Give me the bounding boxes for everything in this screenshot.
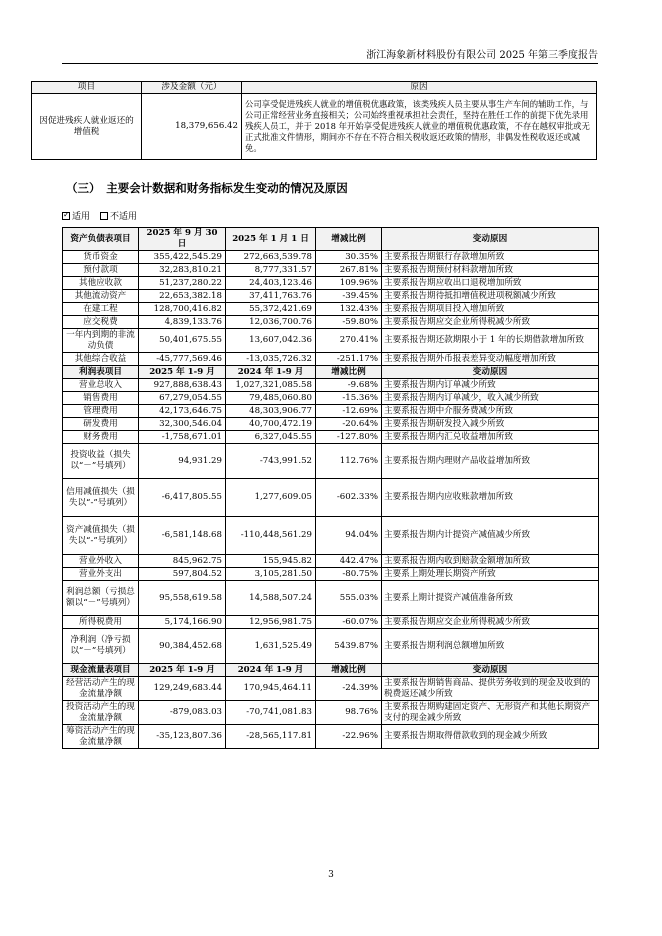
col-header-amount: 涉及金额（元） (142, 82, 242, 94)
change-ratio-cell: -251.17% (316, 353, 382, 366)
prior-value-cell: 1,631,525.49 (226, 629, 316, 664)
balance-sheet-header-row (63, 228, 599, 251)
income-statement-header-row (63, 366, 599, 379)
table-row (63, 725, 599, 749)
prior-value-cell: 24,403,123.46 (226, 277, 316, 290)
change-ratio-cell: -9.68% (316, 379, 382, 392)
item-name-cell: 在建工程 (63, 303, 139, 316)
checked-box-icon (62, 212, 70, 220)
item-name-cell: 投资收益（损失以“－”号填列） (63, 444, 139, 479)
table-row (63, 418, 599, 431)
page-number: 3 (328, 870, 334, 880)
income-statement-header-cell: 变动原因 (382, 366, 599, 379)
current-value-cell: -879,083.03 (139, 701, 226, 725)
change-ratio-cell: -20.64% (316, 418, 382, 431)
cash-flow-header-cell: 增减比例 (316, 664, 382, 677)
current-value-cell: -6,417,805.55 (139, 479, 226, 517)
item-name-cell: 投资活动产生的现金流量净额 (63, 701, 139, 725)
table-row (63, 353, 599, 366)
change-ratio-cell: 94.04% (316, 517, 382, 555)
prior-value-cell: 8,777,331.57 (226, 264, 316, 277)
current-value-cell: 128,700,416.82 (139, 303, 226, 316)
prior-value-cell: -28,565,117.81 (226, 725, 316, 749)
change-ratio-cell: 5439.87% (316, 629, 382, 664)
table-row (63, 616, 599, 629)
change-ratio-cell: 112.76% (316, 444, 382, 479)
change-reason-cell: 主要系报告期预付材料款增加所致 (382, 264, 599, 277)
prior-value-cell: 55,372,421.69 (226, 303, 316, 316)
current-value-cell: 90,384,452.68 (139, 629, 226, 664)
item-name-cell: 信用减值损失（损失以“-”号填列） (63, 479, 139, 517)
prior-value-cell: 13,607,042.36 (226, 329, 316, 353)
cash-flow-header-cell: 2024 年 1-9 月 (226, 664, 316, 677)
change-reason-cell: 主要系报告期利润总额增加所致 (382, 629, 599, 664)
prior-value-cell: -743,991.52 (226, 444, 316, 479)
item-name-cell: 财务费用 (63, 431, 139, 444)
item-name-cell: 其他流动资产 (63, 290, 139, 303)
change-reason-cell: 主要系报告期内订单减少所致 (382, 379, 599, 392)
change-ratio-cell: -127.80% (316, 431, 382, 444)
page-header (62, 44, 598, 64)
cash-flow-header-cell: 2025 年 1-9 月 (139, 664, 226, 677)
prior-value-cell: 170,945,464.11 (226, 677, 316, 701)
change-reason-cell: 主要系报告期内理财产品收益增加所致 (382, 444, 599, 479)
current-value-cell: 42,173,646.75 (139, 405, 226, 418)
income-statement-header-cell: 增减比例 (316, 366, 382, 379)
current-value-cell: 22,653,382.18 (139, 290, 226, 303)
applicable-label: 适用 (72, 212, 91, 222)
prior-value-cell: 155,945.82 (226, 555, 316, 568)
prior-value-cell: 1,277,609.05 (226, 479, 316, 517)
reason-cell: 公司享受促进残疾人就业的增值税优惠政策，该类残疾人员主要从事生产车间的辅助工作，与公司正常经营业务直接相关；公司始终重视承担社会责任，坚持在胜任工作的前提下优先录用残疾人员工，并于 2018 年开始享受促进残疾人就业的增值税优惠政策，不存在越权审批或无正式批准文件情形，期间亦不存在不符合相关税收返还政策的情形，非偶发性税收返还或减免。 (242, 94, 597, 160)
current-value-cell: 67,279,054.55 (139, 392, 226, 405)
table-row (63, 581, 599, 616)
change-ratio-cell: 555.03% (316, 581, 382, 616)
applicability-options (62, 209, 137, 222)
change-ratio-cell: -24.39% (316, 677, 382, 701)
change-ratio-cell: -15.36% (316, 392, 382, 405)
current-value-cell: 32,283,810.21 (139, 264, 226, 277)
income-statement-header-cell: 2025 年 1-9 月 (139, 366, 226, 379)
income-statement-header-cell: 利润表项目 (63, 366, 139, 379)
prior-value-cell: 37,411,763.76 (226, 290, 316, 303)
change-reason-cell: 主要系报告期还款期限小于 1 年的长期借款增加所致 (382, 329, 599, 353)
change-reason-cell: 主要系报告期内应收账款增加所致 (382, 479, 599, 517)
prior-value-cell: 12,036,700.76 (226, 316, 316, 329)
change-ratio-cell: 109.96% (316, 277, 382, 290)
current-value-cell: -35,123,807.36 (139, 725, 226, 749)
change-reason-cell: 主要系报告期应交企业所得税减少所致 (382, 316, 599, 329)
change-reason-cell: 主要系报告期应收出口退税增加所致 (382, 277, 599, 290)
current-value-cell: 94,931.29 (139, 444, 226, 479)
table-row (63, 555, 599, 568)
change-ratio-cell: 132.43% (316, 303, 382, 316)
table-row (63, 329, 599, 353)
item-name-cell: 利润总额（亏损总额以“－”号填列） (63, 581, 139, 616)
item-name-cell: 其他应收款 (63, 277, 139, 290)
table-row (63, 677, 599, 701)
item-name-cell: 应交税费 (63, 316, 139, 329)
table-row (63, 568, 599, 581)
change-ratio-cell: -59.80% (316, 316, 382, 329)
item-name-cell: 所得税费用 (63, 616, 139, 629)
change-ratio-cell: -12.69% (316, 405, 382, 418)
tax-refund-table (31, 81, 597, 160)
table-row (63, 251, 599, 264)
change-reason-cell: 主要系上期计提资产减值准备所致 (382, 581, 599, 616)
cash-flow-header-row (63, 664, 599, 677)
change-reason-cell: 主要系报告期内收到赔款金额增加所致 (382, 555, 599, 568)
current-value-cell: 845,962.75 (139, 555, 226, 568)
item-name-cell: 其他综合收益 (63, 353, 139, 366)
item-name-cell: 预付款项 (63, 264, 139, 277)
table-row (63, 405, 599, 418)
income-statement-header-cell: 2024 年 1-9 月 (226, 366, 316, 379)
change-reason-cell: 主要系报告期取得借款收到的现金减少所致 (382, 725, 599, 749)
change-reason-cell: 主要系报告期项目投入增加所致 (382, 303, 599, 316)
change-ratio-cell: 442.47% (316, 555, 382, 568)
change-ratio-cell: 30.35% (316, 251, 382, 264)
change-reason-cell: 主要系报告期应交企业所得税减少所致 (382, 616, 599, 629)
item-name-cell: 货币资金 (63, 251, 139, 264)
item-name-cell: 营业外收入 (63, 555, 139, 568)
table-row (63, 629, 599, 664)
table-row (63, 517, 599, 555)
applicable-option (62, 209, 90, 222)
not-applicable-label: 不适用 (110, 212, 138, 222)
current-value-cell: -6,581,148.68 (139, 517, 226, 555)
change-ratio-cell: -22.96% (316, 725, 382, 749)
change-reason-cell: 主要系上期处理长期资产所致 (382, 568, 599, 581)
prior-value-cell: 48,303,906.77 (226, 405, 316, 418)
change-reason-cell: 主要系报告期银行存款增加所致 (382, 251, 599, 264)
table-row (63, 379, 599, 392)
section-title: （三） 主要会计数据和财务指标发生变动的情况及原因 (66, 181, 348, 195)
cash-flow-header-cell: 现金流量表项目 (63, 664, 139, 677)
cash-flow-header-cell: 变动原因 (382, 664, 599, 677)
change-reason-cell: 主要系报告期购建固定资产、无形资产和其他长期资产支付的现金减少所致 (382, 701, 599, 725)
prior-value-cell: 1,027,321,085.58 (226, 379, 316, 392)
item-name-cell: 管理费用 (63, 405, 139, 418)
balance-sheet-header-cell: 增减比例 (316, 228, 382, 251)
table-row (63, 264, 599, 277)
not-applicable-option (100, 209, 137, 222)
current-value-cell: 50,401,675.55 (139, 329, 226, 353)
change-reason-cell: 主要系报告期内汇兑收益增加所致 (382, 431, 599, 444)
change-reason-cell: 主要系报告期待抵扣增值税进项税额减少所致 (382, 290, 599, 303)
table-row (63, 277, 599, 290)
change-reason-cell: 主要系报告期中介服务费减少所致 (382, 405, 599, 418)
prior-value-cell: -110,448,561.29 (226, 517, 316, 555)
item-name-cell: 筹资活动产生的现金流量净额 (63, 725, 139, 749)
col-header-item: 项目 (32, 82, 142, 94)
table-row (63, 431, 599, 444)
change-ratio-cell: 267.81% (316, 264, 382, 277)
prior-value-cell: 14,588,507.24 (226, 581, 316, 616)
financial-changes-table (62, 227, 599, 749)
item-name-cell: 资产减值损失（损失以“-”号填列） (63, 517, 139, 555)
prior-value-cell: 6,327,045.55 (226, 431, 316, 444)
balance-sheet-header-cell: 变动原因 (382, 228, 599, 251)
header-title: 浙江海象新材料股份有限公司 2025 年第三季度报告 (366, 50, 598, 61)
empty-box-icon (100, 212, 108, 220)
prior-value-cell: 272,663,539.78 (226, 251, 316, 264)
change-ratio-cell: -39.45% (316, 290, 382, 303)
item-cell: 因促进残疾人就业返还的增值税 (32, 94, 142, 160)
change-reason-cell: 主要系报告期外币报表差异变动幅度增加所致 (382, 353, 599, 366)
table-row (63, 392, 599, 405)
current-value-cell: 355,422,545.29 (139, 251, 226, 264)
prior-value-cell: -70,741,081.83 (226, 701, 316, 725)
col-header-reason: 原因 (242, 82, 597, 94)
change-reason-cell: 主要系报告期研发投入减少所致 (382, 418, 599, 431)
balance-sheet-header-cell: 资产负债表项目 (63, 228, 139, 251)
change-ratio-cell: 98.76% (316, 701, 382, 725)
item-name-cell: 营业外支出 (63, 568, 139, 581)
change-ratio-cell: -80.75% (316, 568, 382, 581)
change-reason-cell: 主要系报告期内订单减少，收入减少所致 (382, 392, 599, 405)
header-rule (62, 63, 598, 64)
current-value-cell: 4,839,133.76 (139, 316, 226, 329)
current-value-cell: -45,777,569.46 (139, 353, 226, 366)
amount-cell: 18,379,656.42 (142, 94, 242, 160)
item-name-cell: 营业总收入 (63, 379, 139, 392)
table-row (63, 316, 599, 329)
change-ratio-cell: 270.41% (316, 329, 382, 353)
prior-value-cell: 79,485,060.80 (226, 392, 316, 405)
change-ratio-cell: -60.07% (316, 616, 382, 629)
balance-sheet-header-cell: 2025 年 1 月 1 日 (226, 228, 316, 251)
table-row (63, 701, 599, 725)
change-reason-cell: 主要系报告期销售商品、提供劳务收到的现金及收到的税费返还减少所致 (382, 677, 599, 701)
prior-value-cell: -13,035,726.32 (226, 353, 316, 366)
table-row (63, 479, 599, 517)
current-value-cell: 32,300,546.04 (139, 418, 226, 431)
item-name-cell: 经营活动产生的现金流量净额 (63, 677, 139, 701)
change-reason-cell: 主要系报告期内计提资产减值减少所致 (382, 517, 599, 555)
prior-value-cell: 40,700,472.19 (226, 418, 316, 431)
table-row (63, 444, 599, 479)
current-value-cell: 927,888,638.43 (139, 379, 226, 392)
item-name-cell: 研发费用 (63, 418, 139, 431)
table-row (63, 303, 599, 316)
current-value-cell: -1,758,671.01 (139, 431, 226, 444)
item-name-cell: 净利润（净亏损以“－”号填列） (63, 629, 139, 664)
current-value-cell: 597,804.52 (139, 568, 226, 581)
prior-value-cell: 3,105,281.50 (226, 568, 316, 581)
item-name-cell: 一年内到期的非流动负债 (63, 329, 139, 353)
change-ratio-cell: -602.33% (316, 479, 382, 517)
table-row (63, 290, 599, 303)
current-value-cell: 5,174,166.90 (139, 616, 226, 629)
prior-value-cell: 12,956,981.75 (226, 616, 316, 629)
current-value-cell: 95,558,619.58 (139, 581, 226, 616)
current-value-cell: 129,249,683.44 (139, 677, 226, 701)
current-value-cell: 51,237,280.22 (139, 277, 226, 290)
balance-sheet-header-cell: 2025 年 9 月 30 日 (139, 228, 226, 251)
item-name-cell: 销售费用 (63, 392, 139, 405)
